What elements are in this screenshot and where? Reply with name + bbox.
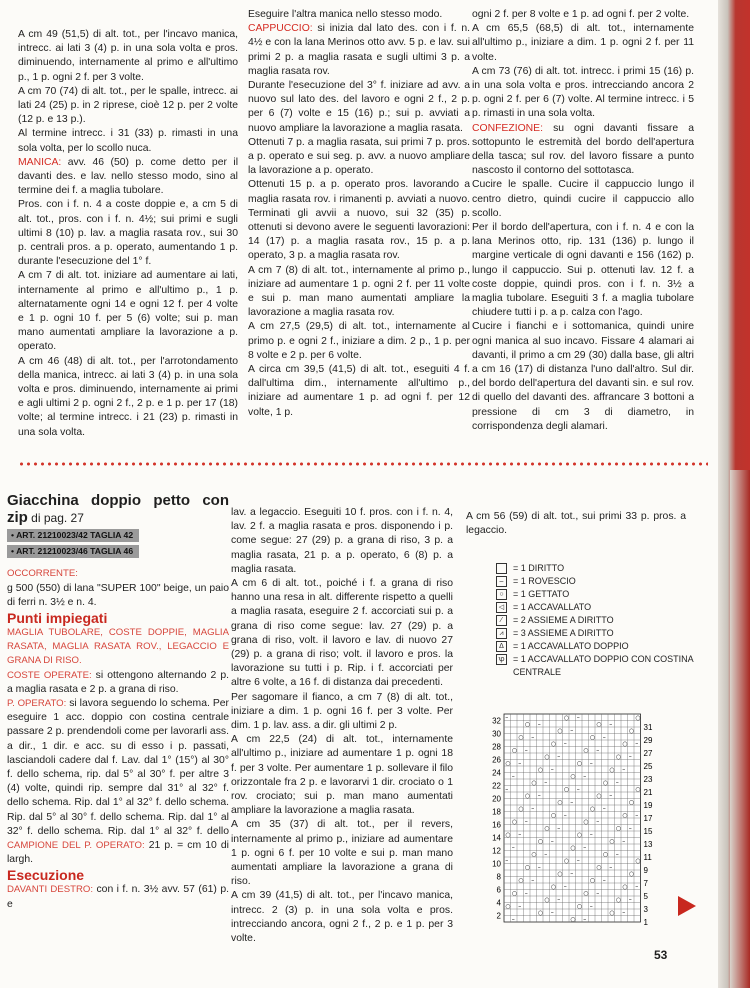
stitch-mark: ○	[628, 870, 634, 878]
row-label: 19	[643, 801, 653, 810]
paragraph: A cm 39 (41,5) di alt. tot., per l'incavo manica, intrecc. 2 (3) p. in una sola volta e pros. intrecciando ancora, ogni 2 f., 2 p. e 1 p. per 3 volte.	[231, 890, 453, 945]
stitch-mark: ○	[596, 792, 602, 800]
cappuccio-paragraph	[248, 22, 470, 79]
stitch-mark: ○	[563, 857, 569, 865]
legend-text: = 3 ASSIEME A DIRITTO	[513, 628, 614, 638]
legend-text: = 1 GETTATO	[513, 589, 570, 599]
paragraph: Cucire i fianchi e i sottomanica, quindi unire ogni manica al suo incavo. Fissare 4 alamari ai davanti, il primo a cm 29 (30) dalla base, gli altri a cm 16 (17) di distanza l'uno dall'altro. Sul dir. del bordo dell'apertura del davanti sin. e sul rov. di quello del davanti des. affrancare 3 bottoni a pressione di cm 3 di diametro, in corrispondenza degli alamari.	[472, 321, 694, 432]
stitch-mark: ○	[505, 760, 511, 768]
stitch-mark: ○	[576, 831, 582, 839]
stitch-mark: –	[628, 896, 632, 904]
stitch-symbol-icon: ◁	[496, 602, 507, 613]
stitch-mark: ○	[511, 818, 517, 826]
davanti-paragraph	[7, 883, 229, 911]
stitch-mark: –	[576, 714, 580, 722]
stitch-mark: ○	[622, 812, 628, 820]
row-label: 5	[643, 892, 648, 901]
stitch-mark: ○	[583, 890, 589, 898]
stitch-mark: ○	[557, 727, 563, 735]
paragraph: A cm 6 di alt. tot., poiché i f. a grana di riso hanno una resa in alt. differente rispetto a quelli a maglia rasata, eseguire 2 f. accorciati sui p. a grana di riso come segue: lav. 27 (29) p. a grana di riso, volt. il lavoro e lav. di nuovo 27 (29) p. a grana di riso; volt. il lavoro e pros. la lavorazione su tutti i p. Rip. i f. accorciati per altre 6 volte, a 16 f. di distanza dai precedenti.	[231, 578, 453, 689]
stitch-mark: ○	[622, 883, 628, 891]
stitch-mark: ○	[609, 909, 615, 917]
stitch-mark: ○	[589, 734, 595, 742]
stitch-mark: –	[576, 857, 580, 865]
stitch-mark: ○	[537, 766, 543, 774]
paragraph: A cm 73 (76) di alt. tot. intrecc. i primi 15 (16) p. in una sola volta e pros. intrecciando ancora 2 p. ogni 2 f. per 6 (7) volte. Al termine intrecc. i 5 p. rimasti in una sola volta.	[472, 65, 694, 120]
stitch-mark: –	[570, 870, 574, 878]
stitch-mark: ○	[511, 890, 517, 898]
stitch-symbol-icon	[496, 563, 507, 574]
stitch-symbol-icon: ○	[496, 589, 507, 600]
punti-list: MAGLIA TUBOLARE, COSTE DOPPIE, MAGLIA RASATA, MAGLIA RASATA ROV., LEGACCIO E GRANA DI RISO.	[7, 627, 229, 667]
stitch-mark: –	[511, 916, 515, 924]
stitch-mark: –	[570, 799, 574, 807]
paragraph: A cm 35 (37) di alt. tot., per il revers, internamente al primo p., iniziare ad aumentare 1 p. ogni 6 f. per 10 volte e sui p. man mano aumentati ampliare la lavorazione a grana di riso.	[231, 819, 453, 888]
stitch-mark: –	[583, 916, 587, 924]
stitch-mark: ○	[635, 714, 641, 722]
stitch-mark: –	[563, 883, 567, 891]
paragraph: Durante l'esecuzione del 3° f. iniziare ad avv. a nuovo sul lato des. del lavoro e ogni 2 f., 2 p. per 6 (7) volte e 15 (16) p.; sui p. avviati a nuovo ampliare la lavorazione a maglia rasata.	[248, 80, 470, 134]
stitch-mark: ○	[531, 851, 537, 859]
stitch-mark: –	[518, 903, 522, 911]
stitch-mark: ○	[531, 779, 537, 787]
stitch-mark: –	[563, 740, 567, 748]
occorrente-label: OCCORRENTE:	[7, 568, 78, 580]
paragraph: ogni 2 f. per 8 volte e 1 p. ad ogni f. per 2 volte.	[472, 9, 690, 20]
legend-item	[496, 562, 696, 575]
stitch-mark: ○	[557, 870, 563, 878]
paragraph: A cm 49 (51,5) di alt. tot., per l'incavo manica, intrecc. ai lati 3 (4) p. in una sola volta e pros. diminuendo, internamente al primo e all'ultimo p., 1 p. ogni 2 f. per 3 volte.	[18, 29, 238, 83]
poperato-paragraph	[7, 697, 229, 839]
paragraph: Pros. con i f. n. 4 a coste doppie e, a cm 5 di alt. tot., pros. con i f. n. 4½; sui primi e sugli ultimi 8 (10) p. lav. a maglia rasata rov., sui 30 p. centrali pros. a p. operato, aumentando 1 p. durante l'esecuzione del 1° f.	[18, 199, 238, 268]
stitch-mark: ○	[524, 721, 530, 729]
stitch-symbol-icon: ⁄	[496, 615, 507, 626]
stitch-mark: ○	[511, 747, 517, 755]
davanti-label: DAVANTI DESTRO:	[7, 884, 94, 896]
campione-paragraph	[7, 839, 229, 867]
legend-text: = 1 ACCAVALLATO	[513, 602, 592, 612]
legend-item	[496, 575, 696, 588]
stitch-symbol-icon: –	[496, 576, 507, 587]
stitch-mark: –	[622, 766, 626, 774]
row-label: 1	[643, 918, 648, 927]
stitch-mark: ○	[550, 883, 556, 891]
row-label: 18	[492, 807, 501, 817]
stitch-mark: –	[537, 792, 541, 800]
legend-item	[496, 601, 696, 614]
legend-text: = 1 DIRITTO	[513, 563, 565, 573]
stitch-legend	[496, 562, 696, 679]
title-page-ref: di pag. 27	[27, 511, 84, 525]
column-3-bottom	[466, 510, 686, 538]
row-label: 4	[496, 898, 501, 908]
row-label: 14	[492, 833, 501, 843]
poperato-text: si lavora seguendo lo schema. Per eseguire 1 acc. doppio con costina centrale passare 2 p. prendendoli come per lavorarli ass. a dir., 1 dir. e acc. su di esso i p. passati, lasciandoli cadere dal f. Lav. dal 1° (15°) al 30° f. dello schema, rip. dal 5° al 30° f. per altre 3 (4) volte, quindi rip. sempre dal 31° al 32° f. dello schema. Rip. dal 1° al 32° f. dello schema. Rip. dal 5° al 30° f. dello schema. Rip. dal 1° al 32° f. dello schema. Rip. dal 1° al 32° f. dello	[7, 698, 229, 837]
stitch-mark: ○	[589, 877, 595, 885]
cappuccio-text: si inizia dal lato des. con i f. n. 4½ e con la lana Merinos otto avv. 5 p. e lav. sui primi 2 p. a maglia rasata e sugli ultimi 3 p. a maglia rasata rov.	[248, 23, 470, 77]
stitch-mark: –	[505, 786, 509, 794]
paragraph: A cm 70 (74) di alt. tot., per le spalle, intrecc. ai lati 24 (25) p. in 2 riprese, cioè 12 p. per 2 volte (12 p. e 13 p.).	[18, 85, 238, 126]
paragraph: Ottenuti 15 p. a p. operato pros. lavorando a maglia rasata rov. i rimanenti p. avviati a nuovo. Terminati gli avvii a nuovo, sui 32 (35) p. ottenuti si devono avere le seguenti lavorazioni: 14 (17) p. a maglia rasata rov., 15 p. a p. operato, 3 p. a maglia rasata rov.	[248, 179, 470, 262]
campione-text: 21 p. = cm 10 di largh.	[7, 840, 229, 866]
stitch-mark: –	[576, 786, 580, 794]
cappuccio-label: CAPPUCCIO:	[248, 23, 313, 35]
manica-text: avv. 46 (50) p. come detto per il davanti des. e lav. nello stesso modo, sino al termine dei f. a maglia tubolare.	[18, 156, 238, 197]
stitch-mark: –	[628, 753, 632, 761]
legend-text: = 1 ACCAVALLATO DOPPIO	[513, 641, 629, 651]
row-label: 30	[492, 729, 501, 739]
stitch-mark: –	[518, 760, 522, 768]
stitch-mark: ○	[589, 805, 595, 813]
stitch-mark: –	[628, 825, 632, 833]
stitch-mark: –	[563, 812, 567, 820]
stitch-mark: –	[544, 779, 548, 787]
paragraph: A circa cm 39,5 (41,5) di alt. tot., eseguiti 4 f. dall'ultima dim., internamente all'ultimo p., iniziare ad aumentare 1 p. ad ogni f. per 12 volte, 1 p.	[248, 364, 470, 418]
stitch-mark: ○	[602, 779, 608, 787]
row-label: 12	[492, 846, 501, 856]
confezione-paragraph	[472, 122, 694, 179]
confezione-label: CONFEZIONE:	[472, 122, 544, 134]
manica-label: MANICA:	[18, 156, 62, 168]
section-heading-punti: Punti impiegati	[7, 610, 108, 627]
stitch-mark: –	[583, 773, 587, 781]
stitch-mark: ○	[563, 786, 569, 794]
stitch-mark: –	[505, 857, 509, 865]
page-edge-lower	[730, 470, 750, 988]
column-2-top	[248, 8, 470, 420]
legend-item	[496, 640, 696, 653]
stitch-mark: ○	[583, 818, 589, 826]
manica-paragraph	[18, 156, 238, 199]
row-label: 24	[492, 768, 501, 778]
stitch-mark: ○	[596, 721, 602, 729]
stitch-mark: ○	[544, 896, 550, 904]
stitch-mark: ○	[570, 773, 576, 781]
stitch-mark: –	[589, 760, 593, 768]
dotted-separator	[18, 462, 708, 466]
row-label: 21	[643, 788, 653, 797]
stitch-mark: –	[635, 740, 639, 748]
paragraph: A cm 56 (59) di alt. tot., sui primi 33 p. pros. a legaccio.	[466, 511, 686, 537]
stitch-mark: –	[609, 721, 613, 729]
stitch-mark: –	[602, 734, 606, 742]
paragraph: A cm 27,5 (29,5) di alt. tot., internamente al primo p. e ogni 2 f., iniziare a dim. 2 p., 1 p. per 8 volte e 2 p. per 6 volte.	[248, 321, 470, 361]
stitch-mark: –	[622, 838, 626, 846]
row-label: 22	[492, 781, 501, 791]
stitch-mark: –	[531, 734, 535, 742]
paragraph: A cm 65,5 (68,5) di alt. tot., internamente all'ultimo p., iniziare a dim. 1 p. ogni 2 f. per 11 volte.	[472, 23, 694, 63]
stitch-symbol-icon: ⩘	[496, 628, 507, 639]
coste-paragraph	[7, 669, 229, 697]
stitch-mark: ○	[615, 825, 621, 833]
stitch-mark: –	[518, 831, 522, 839]
row-label: 31	[643, 723, 653, 732]
stitch-mark: ○	[505, 831, 511, 839]
title-text: Giacchina doppio petto con zip	[7, 492, 229, 526]
row-label: 11	[643, 853, 652, 862]
stitch-mark: –	[511, 844, 515, 852]
column-3-top	[472, 8, 694, 434]
row-label: 27	[643, 749, 653, 758]
campione-label: CAMPIONE DEL P. OPERATO:	[7, 840, 145, 852]
stitch-mark: –	[635, 812, 639, 820]
stitch-mark: –	[609, 864, 613, 872]
stitch-mark: –	[557, 825, 561, 833]
stitch-mark: ○	[544, 825, 550, 833]
column-1-top	[18, 28, 238, 440]
stitch-mark: –	[602, 805, 606, 813]
stitch-mark: –	[524, 747, 528, 755]
stitch-mark: ○	[537, 838, 543, 846]
legend-text: = 1 ROVESCIO	[513, 576, 576, 586]
stitch-mark: ○	[615, 896, 621, 904]
stitch-mark: ○	[524, 864, 530, 872]
column-1-bottom	[7, 492, 229, 912]
stitch-mark: –	[609, 792, 613, 800]
paragraph: Per il bordo dell'apertura, con i f. n. 4 e con la lana Merinos otto, rip. 131 (136) p. lungo il margine verticale di ogni davanti e 156 (162) p. lungo il cappuccio. Sui p. ottenuti lav. 12 f. a coste doppie, quindi pros. con i f. n. 3½ a maglia tubolare. Eseguiti 3 f. a maglia tubolare chiudere tutti i p. a p. calza con l'ago.	[472, 222, 694, 319]
stitch-mark: ○	[583, 747, 589, 755]
stitch-mark: ○	[544, 753, 550, 761]
stitch-mark: –	[570, 727, 574, 735]
legend-item	[496, 627, 696, 640]
row-label: 9	[643, 866, 648, 875]
row-label: 17	[643, 814, 653, 823]
pattern-title	[7, 492, 229, 527]
stitch-mark: –	[557, 896, 561, 904]
row-label: 28	[492, 742, 501, 752]
row-label: 32	[492, 716, 501, 726]
stitch-mark: ○	[609, 838, 615, 846]
row-label: 13	[643, 840, 653, 849]
occorrente-text: g 500 (550) di lana "SUPER 100" beige, un paio di ferri n. 3½ e n. 4.	[7, 582, 229, 608]
paragraph: Al termine intrecc. i 31 (33) p. rimasti in una sola volta, per lo scollo nuca.	[18, 128, 238, 154]
stitch-mark: –	[550, 766, 554, 774]
stitch-mark: ○	[622, 740, 628, 748]
stitch-mark: ○	[609, 766, 615, 774]
paragraph: Eseguire l'altra manica nello stesso modo.	[248, 9, 443, 20]
stitch-mark: ○	[505, 903, 511, 911]
stitch-mark: ○	[635, 786, 641, 794]
stitch-mark: ○	[635, 857, 641, 865]
legend-item	[496, 653, 696, 679]
row-label: 2	[496, 911, 501, 921]
stitch-mark: –	[531, 877, 535, 885]
row-label: 7	[643, 879, 648, 888]
poperato-label: P. OPERATO:	[7, 698, 67, 710]
stitch-mark: –	[615, 779, 619, 787]
stitch-mark: ○	[557, 799, 563, 807]
paragraph: Per sagomare il fianco, a cm 7 (8) di alt. tot., iniziare a dim. 1 p. ogni 16 f. per 3 volte. Per dim. 1 p. lav. ass. a dir. gli ultimi 2 p.	[231, 691, 453, 732]
stitch-mark: ○	[615, 753, 621, 761]
page-number: 53	[654, 948, 668, 962]
row-label: 20	[492, 794, 501, 804]
stitch-mark: ○	[518, 877, 524, 885]
stitch-mark: –	[544, 851, 548, 859]
stitch-mark: –	[602, 877, 606, 885]
stitch-mark: –	[596, 818, 600, 826]
row-label: 15	[643, 827, 653, 836]
stitch-mark: ○	[628, 727, 634, 735]
stitch-mark: ○	[570, 844, 576, 852]
stitch-mark: –	[615, 851, 619, 859]
stitch-mark: –	[589, 831, 593, 839]
stitch-mark: ○	[596, 864, 602, 872]
next-page-arrow-icon	[678, 896, 696, 916]
stitch-mark: –	[550, 838, 554, 846]
row-label: 10	[492, 859, 501, 869]
coste-label: COSTE OPERATE:	[7, 669, 92, 681]
article-code: • ART. 21210023/46 TAGLIA 46	[7, 545, 139, 558]
davanti-text: con i f. n. 3½ avv. 57 (61) p. e	[7, 884, 229, 910]
paragraph: A cm 7 (8) di alt. tot., internamente al primo p., iniziare ad aumentare 1 p. ogni 2 f. per 11 volte e sui p. man mano aumentati ampliare la lavorazione a maglia rasata rov.	[248, 264, 470, 319]
stitch-mark: ○	[570, 916, 576, 924]
row-label: 23	[643, 775, 653, 784]
stitch-mark: ○	[550, 812, 556, 820]
stitch-mark: –	[557, 753, 561, 761]
column-2-bottom	[231, 506, 453, 946]
stitch-mark: –	[596, 747, 600, 755]
stitch-mark: ○	[524, 792, 530, 800]
stitch-mark: ○	[602, 851, 608, 859]
stitch-mark: –	[622, 909, 626, 917]
stitch-mark: –	[524, 890, 528, 898]
stitch-mark: ○	[537, 909, 543, 917]
paragraph: lav. a legaccio. Eseguiti 10 f. pros. con i f. n. 4, lav. 2 f. a maglia rasata e pros. disponendo i p. come segue: 27 (29) p. a grana di riso, 3 p. a maglia rasata, 21 p. a p. operato, 6 (8) p. a maglia rasata.	[231, 507, 453, 575]
legend-text: = 1 ACCAVALLATO DOPPIO CON COSTINA CENTRALE	[513, 654, 694, 677]
stitch-mark: –	[589, 903, 593, 911]
paragraph: Ottenuti 7 p. a maglia rasata, sui primi 7 p. pros. a p. operato e sui seg. p. avv. a nuovo ampliare la lavorazione a p. operato.	[248, 136, 470, 177]
stitch-mark: ○	[576, 760, 582, 768]
stitch-mark: ○	[563, 714, 569, 722]
paragraph: A cm 7 di alt. tot. iniziare ad aumentare ai lati, internamente al primo e all'ultimo p., 1 p. alternatamente ogni 14 e ogni 12 f. per 4 volte e 1 p. ogni 10 f. per 5 (6) volte; sui p. man mano aumentati ampliare la lavorazione a p. operato.	[18, 270, 238, 353]
row-label: 6	[496, 885, 501, 895]
stitch-mark: –	[635, 883, 639, 891]
paragraph: A cm 22,5 (24) di alt. tot., internamente all'ultimo p., iniziare ad aumentare 1 p. ogni 18 f. per 3 volte. Per aumentare 1 p. sollevare il filo orizzontale fra 2 p. e lavorarvi 1 dir. crociato o 1 rov. crociato; sui p. man mano aumentati ampliare la lavorazione a maglia rasata.	[231, 734, 453, 817]
section-heading-esecuzione: Esecuzione	[7, 867, 85, 884]
stitch-mark: –	[550, 909, 554, 917]
row-label: 3	[643, 905, 648, 914]
knitting-chart	[484, 712, 664, 927]
stitch-mark: –	[511, 773, 515, 781]
stitch-mark: ○	[550, 740, 556, 748]
stitch-mark: –	[505, 714, 509, 722]
paragraph: A cm 46 (48) di alt. tot., per l'arrotondamento della manica, intrecc. ai lati 3 (4) p. in una sola volta e pros. diminuendo, internamente ai primi e agli ultimi 2 p. ogni 2 f., 2 p. e 1 p. per 17 (18) volte; al termine intrecc. i 21 (23) p. rimasti in una sola volta.	[18, 355, 238, 438]
stitch-mark: –	[537, 864, 541, 872]
paragraph: Cucire le spalle. Cucire il cappuccio lungo il centro dietro, quindi cucire il cappuccio allo scollo.	[472, 179, 694, 219]
stitch-mark: –	[524, 818, 528, 826]
stitch-symbol-icon: Δ	[496, 641, 507, 652]
stitch-mark: ○	[518, 734, 524, 742]
stitch-mark: ○	[628, 799, 634, 807]
stitch-mark: ○	[518, 805, 524, 813]
row-label: 26	[492, 755, 501, 765]
stitch-mark: –	[537, 721, 541, 729]
article-code: • ART. 21210023/42 TAGLIA 42	[7, 529, 139, 542]
stitch-mark: –	[531, 805, 535, 813]
legend-item	[496, 614, 696, 627]
row-label: 8	[496, 872, 501, 882]
row-label: 16	[492, 820, 501, 830]
stitch-mark: –	[583, 844, 587, 852]
stitch-mark: –	[596, 890, 600, 898]
stitch-mark: ○	[576, 903, 582, 911]
row-label: 29	[643, 736, 653, 745]
confezione-text: su ogni davanti fissare a sottopunto le estremità del bordo dell'apertura della tasca; sul rov. del lavoro fissare a punto nascosto il contorno del sottotasca.	[472, 122, 694, 177]
legend-item	[496, 588, 696, 601]
stitch-symbol-icon: ꝕ	[496, 654, 507, 665]
row-label: 25	[643, 762, 653, 771]
coste-text: si ottengono alternando 2 p. a maglia rasata e 2 p. a grana di riso.	[7, 669, 230, 695]
legend-text: = 2 ASSIEME A DIRITTO	[513, 615, 614, 625]
